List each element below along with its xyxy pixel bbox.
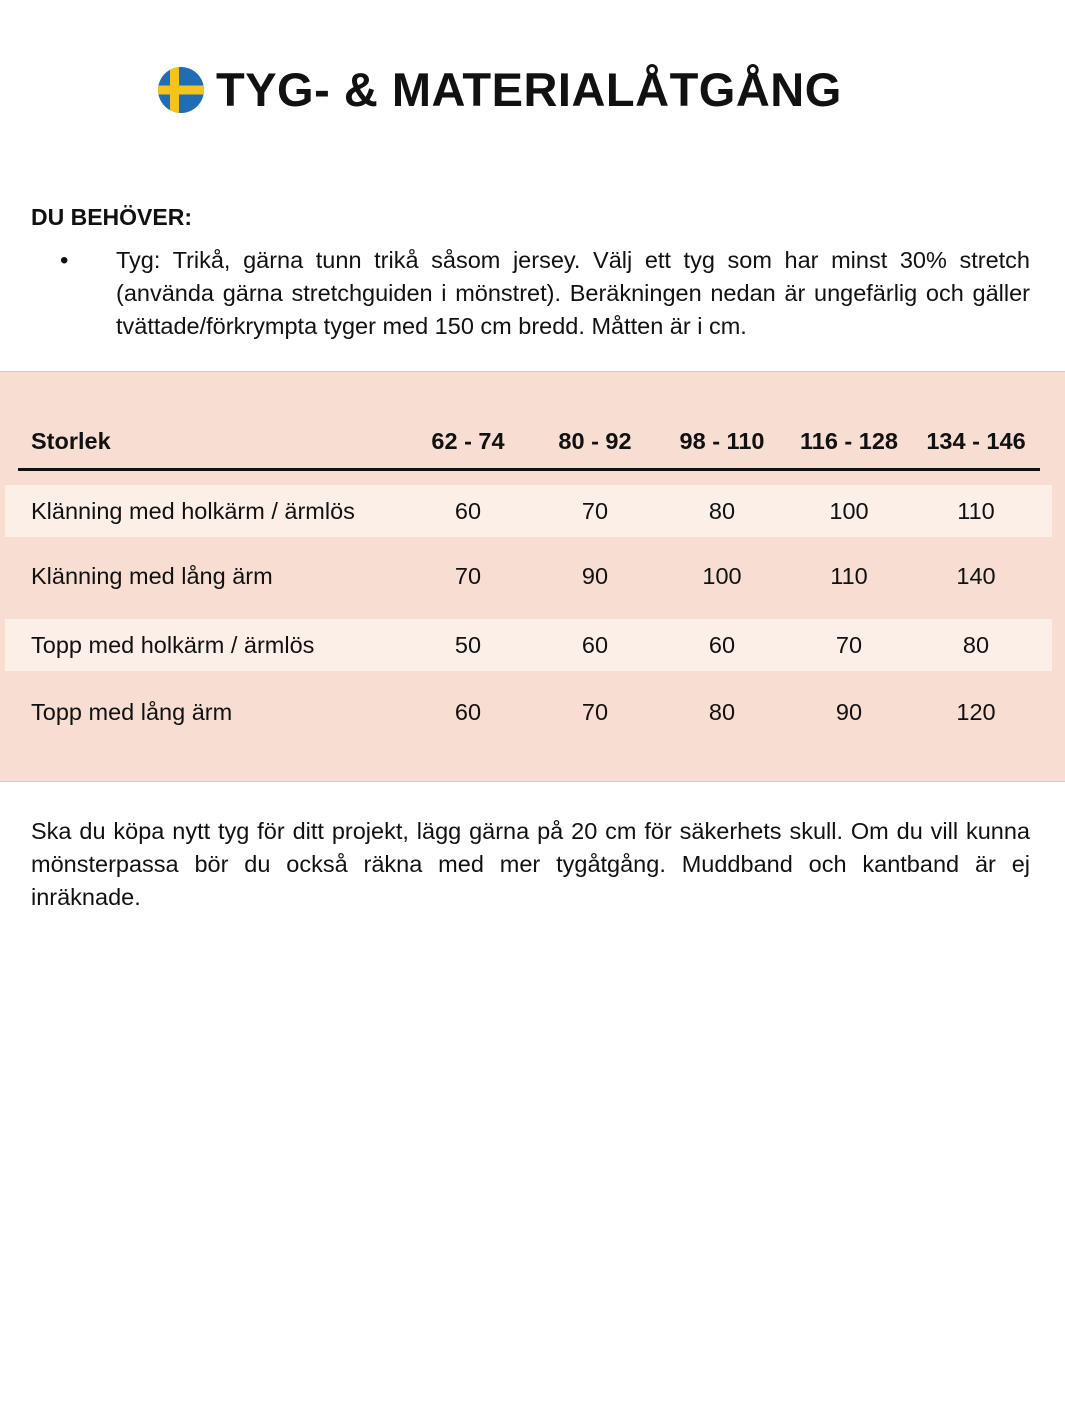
table-cell: 110 xyxy=(830,562,868,589)
table-cell: 90 xyxy=(581,562,609,589)
table-cell: 60 xyxy=(708,631,736,658)
page-title: TYG- & MATERIALÅTGÅNG xyxy=(216,63,842,116)
row-label: Klänning med lång ärm xyxy=(31,562,273,589)
table-cell: 70 xyxy=(581,698,609,725)
table-cell: 90 xyxy=(835,698,863,725)
row-label: Klänning med holkärm / ärmlös xyxy=(31,497,355,524)
table-cell: 50 xyxy=(454,631,482,658)
table-cell: 80 xyxy=(708,497,736,524)
table-cell: 70 xyxy=(454,562,482,589)
bullet-icon: • xyxy=(60,247,69,274)
page-header xyxy=(158,62,842,117)
table-cell: 80 xyxy=(708,698,736,725)
table-cell: 140 xyxy=(956,562,996,589)
column-header: 98 - 110 xyxy=(679,427,765,454)
table-cell: 60 xyxy=(581,631,609,658)
section-heading: DU BEHÖVER: xyxy=(31,204,193,230)
table-cell: 120 xyxy=(956,698,996,725)
header-divider xyxy=(18,468,1040,471)
table-cell: 100 xyxy=(829,497,869,524)
column-header: 80 - 92 xyxy=(558,427,632,454)
table-cell: 60 xyxy=(454,497,482,524)
table-cell: 70 xyxy=(835,631,863,658)
sweden-flag-icon xyxy=(158,67,204,113)
row-label: Topp med holkärm / ärmlös xyxy=(31,631,315,658)
table-row xyxy=(5,619,1052,671)
column-header: 116 - 128 xyxy=(799,427,898,454)
row-label: Topp med lång ärm xyxy=(31,698,233,725)
column-header: 134 - 146 xyxy=(926,427,1026,454)
table-cell: 60 xyxy=(454,698,482,725)
table-row xyxy=(5,550,1052,602)
table-row xyxy=(5,485,1052,537)
footer-note: Ska du köpa nytt tyg för ditt projekt, lägg gärna på 20 cm för säkerhets skull. Om du vill kunna mönsterpassa bör du också räkna med mer tygåtgång. Muddband och kantband är ej inräknade. xyxy=(31,818,1030,910)
table-row xyxy=(5,686,1052,738)
fabric-description: Tyg: Trikå, gärna tunn trikå såsom jersey. Välj ett tyg som har minst 30% stretch (använda gärna stretchguiden i mönstret). Beräkningen nedan är ungefärlig och gäller tvättade/förkrympta tyger med 150 cm bredd. Måtten är i cm. xyxy=(116,247,1030,339)
table-cell: 80 xyxy=(962,631,990,658)
table-cell: 70 xyxy=(581,497,609,524)
column-header-size: Storlek xyxy=(31,427,111,454)
column-header: 62 - 74 xyxy=(431,427,505,454)
table-cell: 110 xyxy=(957,497,995,524)
table-header xyxy=(0,424,1065,458)
table-cell: 100 xyxy=(702,562,742,589)
